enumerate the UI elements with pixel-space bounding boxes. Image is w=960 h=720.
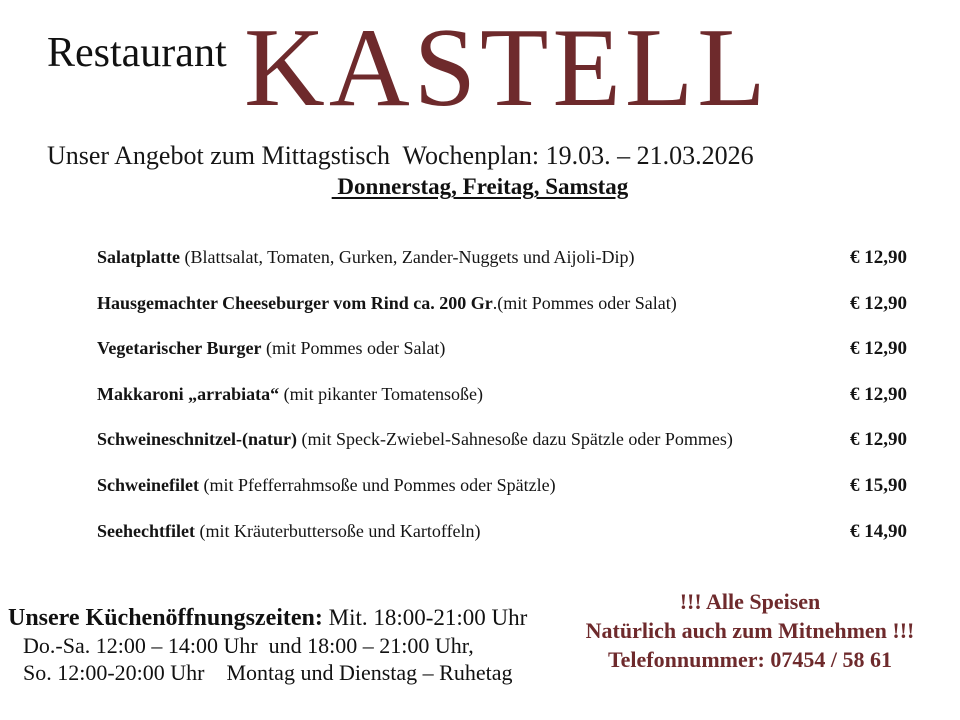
weekdays-line: Donnerstag, Freitag, Samstag — [331, 174, 629, 199]
menu-item-name: Vegetarischer Burger — [97, 339, 262, 359]
menu-item-name: Seehechtfilet — [97, 521, 195, 541]
menu-item-price: € 12,90 — [850, 338, 907, 360]
menu-item-price: € 12,90 — [850, 383, 907, 405]
takeaway-notice-line-3: Telefonnummer: 07454 / 58 61 — [608, 647, 892, 672]
menu-item-price: € 12,90 — [850, 429, 907, 451]
menu-item-name: Hausgemachter Cheeseburger vom Rind ca. 200 Gr — [97, 293, 493, 313]
menu-item-name: Schweineschnitzel-(natur) — [97, 430, 297, 450]
menu-item-desc: (mit Speck-Zwiebel-Sahnesoße dazu Spätzle oder Pommes) — [296, 430, 733, 450]
restaurant-label: Restaurant — [47, 30, 227, 76]
menu-item — [97, 522, 907, 541]
menu-item-text — [97, 248, 815, 267]
takeaway-notice — [550, 587, 950, 674]
menu-item-name: Salatplatte — [97, 248, 180, 267]
menu-item-text — [97, 339, 815, 358]
menu-item-name: Makkaroni „arrabiata“ — [97, 384, 280, 404]
menu-item-text — [97, 430, 815, 449]
menu-item — [97, 385, 907, 404]
menu-item-text — [97, 385, 815, 404]
kitchen-hours-line-2: Do.-Sa. 12:00 – 14:00 Uhr und 18:00 – 21:00 Uhr, — [23, 633, 474, 658]
menu-item-desc: (mit pikanter Tomatensoße) — [279, 384, 484, 404]
menu-item — [97, 294, 907, 313]
menu-item-text — [97, 522, 815, 541]
kitchen-hours-title: Unsere Küchenöffnungszeiten: — [8, 605, 323, 631]
menu-item-desc: (mit Pfefferrahmsoße und Pommes oder Spätzle) — [198, 475, 556, 495]
menu-item-desc: .(mit Pommes oder Salat) — [492, 293, 677, 313]
kitchen-hours-line-1 — [8, 603, 548, 633]
menu-item-price: € 15,90 — [850, 474, 907, 496]
menu-item — [97, 430, 907, 449]
menu-item-price: € 12,90 — [850, 247, 907, 268]
menu-item-price: € 14,90 — [850, 520, 907, 542]
brand-title: KASTELL — [244, 6, 770, 130]
menu-item-text — [97, 294, 815, 313]
menu-list — [97, 248, 907, 567]
takeaway-notice-line-1: !!! Alle Speisen — [679, 589, 821, 614]
menu-item — [97, 339, 907, 358]
kitchen-hours-line-1-rest: Mit. 18:00-21:00 Uhr — [322, 605, 528, 630]
menu-item-desc: (Blattsalat, Tomaten, Gurken, Zander-Nuggets und Aijoli-Dip) — [180, 248, 635, 267]
menu-item-name: Schweinefilet — [97, 475, 199, 495]
menu-item — [97, 476, 907, 495]
menu-item-price: € 12,90 — [850, 292, 907, 314]
menu-item-text — [97, 476, 815, 495]
menu-item-desc: (mit Pommes oder Salat) — [261, 339, 446, 359]
kitchen-hours — [8, 603, 548, 686]
menu-item-desc: (mit Kräuterbuttersoße und Kartoffeln) — [194, 521, 481, 541]
kitchen-hours-line-3: So. 12:00-20:00 Uhr Montag und Dienstag – Ruhetag — [23, 659, 513, 685]
menu-item — [97, 248, 907, 267]
takeaway-notice-line-2: Natürlich auch zum Mitnehmen !!! — [585, 618, 915, 643]
offer-subtitle: Unser Angebot zum Mittagstisch Wochenplan: 19.03. – 21.03.2026 — [47, 141, 754, 170]
